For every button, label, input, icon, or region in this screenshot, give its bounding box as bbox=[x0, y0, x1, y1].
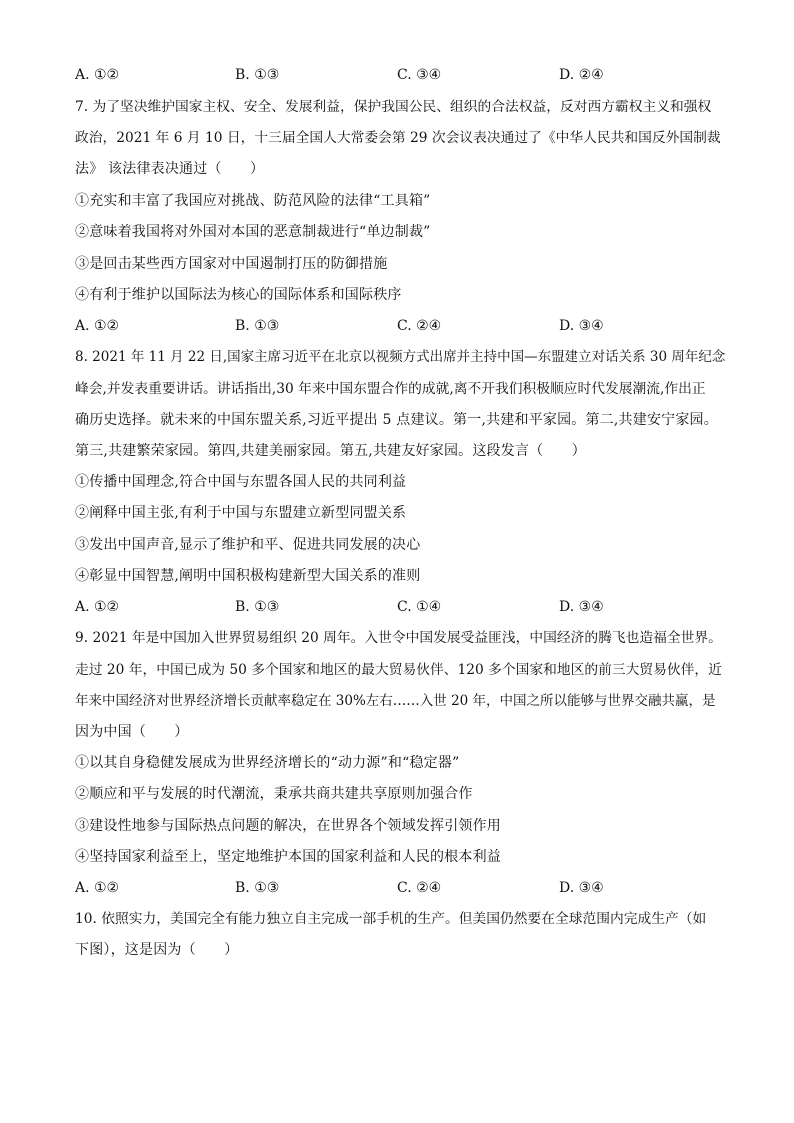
q8-option-d: D. ③④ bbox=[559, 599, 604, 615]
q7-stem-line: 法》 该法律表决通过（ ） bbox=[75, 161, 265, 177]
q8-stem-line: 8. 2021 年 11 月 22 日,国家主席习近平在北京以视频方式出席并主持中国—东盟建立对话关系 30 周年纪念 bbox=[75, 349, 726, 365]
q6-option-c: C. ③④ bbox=[397, 67, 442, 83]
q7-options bbox=[75, 316, 725, 336]
q9-statement: ③建设性地参与国际热点问题的解决，在世界各个领域发挥引领作用 bbox=[75, 818, 501, 834]
q9-option-c: C. ②④ bbox=[397, 880, 442, 896]
q7-option-c: C. ②④ bbox=[397, 318, 442, 334]
q8-stem-line: 峰会,并发表重要讲话。讲话指出,30 年来中国东盟合作的成就,离不开我们积极顺应时代发展潮流,作出正 bbox=[75, 381, 706, 397]
q8-stem-line: 第三,共建繁荣家园。第四,共建美丽家园。第五,共建友好家园。这段发言（ ） bbox=[75, 443, 586, 459]
q7-option-b: B. ①③ bbox=[235, 318, 280, 334]
q8-options bbox=[75, 597, 725, 617]
q9-statement: ④坚持国家利益至上，坚定地维护本国的国家利益和人民的根本利益 bbox=[75, 849, 501, 865]
q6-options bbox=[75, 65, 725, 85]
q8-option-c: C. ①④ bbox=[397, 599, 442, 615]
q9-stem-line: 9. 2021 年是中国加入世界贸易组织 20 周年。入世令中国发展受益匪浅，中国经济的腾飞也造福全世界。 bbox=[75, 630, 722, 646]
q7-stem-line: 政治，2021 年 6 月 10 日，十三届全国人大常委会第 29 次会议表决通过了《中华人民共和国反外国制裁 bbox=[75, 130, 721, 146]
q7-statement: ②意味着我国将对外国对本国的恶意制裁进行“单边制裁” bbox=[75, 224, 431, 240]
q6-option-a: A. ①② bbox=[75, 67, 120, 83]
q9-stem-line: 走过 20 年，中国已成为 50 多个国家和地区的最大贸易伙伴、120 多个国家和地区的前三大贸易伙伴，近 bbox=[75, 662, 722, 678]
q9-statement: ①以其自身稳健发展成为世界经济增长的“动力源”和“稳定器” bbox=[75, 755, 460, 771]
q9-option-a: A. ①② bbox=[75, 880, 120, 896]
q8-option-b: B. ①③ bbox=[235, 599, 280, 615]
q7-option-d: D. ③④ bbox=[559, 318, 604, 334]
q9-stem-line: 年来中国经济对世界经济增长贡献率稳定在 30%左右……入世 20 年，中国之所以能够与世界交融共赢，是 bbox=[75, 693, 716, 709]
q7-statement: ①充实和丰富了我国应对挑战、防范风险的法律“工具箱” bbox=[75, 193, 431, 209]
q8-stem-line: 确历史选择。就未来的中国东盟关系,习近平提出 5 点建议。第一,共建和平家园。第二,共建安宁家园。 bbox=[75, 412, 718, 428]
q9-statement: ②顺应和平与发展的时代潮流，秉承共商共建共享原则加强合作 bbox=[75, 786, 473, 802]
q9-stem-line: 因为中国（ ） bbox=[75, 724, 189, 740]
q6-option-d: D. ②④ bbox=[559, 67, 604, 83]
q9-option-b: B. ①③ bbox=[235, 880, 280, 896]
q10-stem-line: 下图），这是因为（ ） bbox=[75, 942, 239, 958]
q6-option-b: B. ①③ bbox=[235, 67, 280, 83]
q8-statement: ④彰显中国智慧,阐明中国积极构建新型大国关系的准则 bbox=[75, 568, 421, 584]
q8-statement: ①传播中国理念,符合中国与东盟各国人民的共同利益 bbox=[75, 474, 407, 490]
q9-options bbox=[75, 878, 725, 898]
q8-statement: ②阐释中国主张,有利于中国与东盟建立新型同盟关系 bbox=[75, 505, 407, 521]
q7-statement: ③是回击某些西方国家对中国遏制打压的防御措施 bbox=[75, 256, 388, 272]
q9-option-d: D. ③④ bbox=[559, 880, 604, 896]
q10-stem-line: 10. 依照实力，美国完全有能力独立自主完成一部手机的生产。但美国仍然要在全球范围内完成生产（如 bbox=[75, 911, 707, 927]
q7-option-a: A. ①② bbox=[75, 318, 120, 334]
q8-option-a: A. ①② bbox=[75, 599, 120, 615]
q7-statement: ④有利于维护以国际法为核心的国际体系和国际秩序 bbox=[75, 287, 402, 303]
q8-statement: ③发出中国声音,显示了维护和平、促进共同发展的决心 bbox=[75, 537, 421, 553]
q7-stem-line: 7. 为了坚决维护国家主权、安全、发展利益，保护我国公民、组织的合法权益，反对西方霸权主义和强权 bbox=[75, 99, 712, 115]
